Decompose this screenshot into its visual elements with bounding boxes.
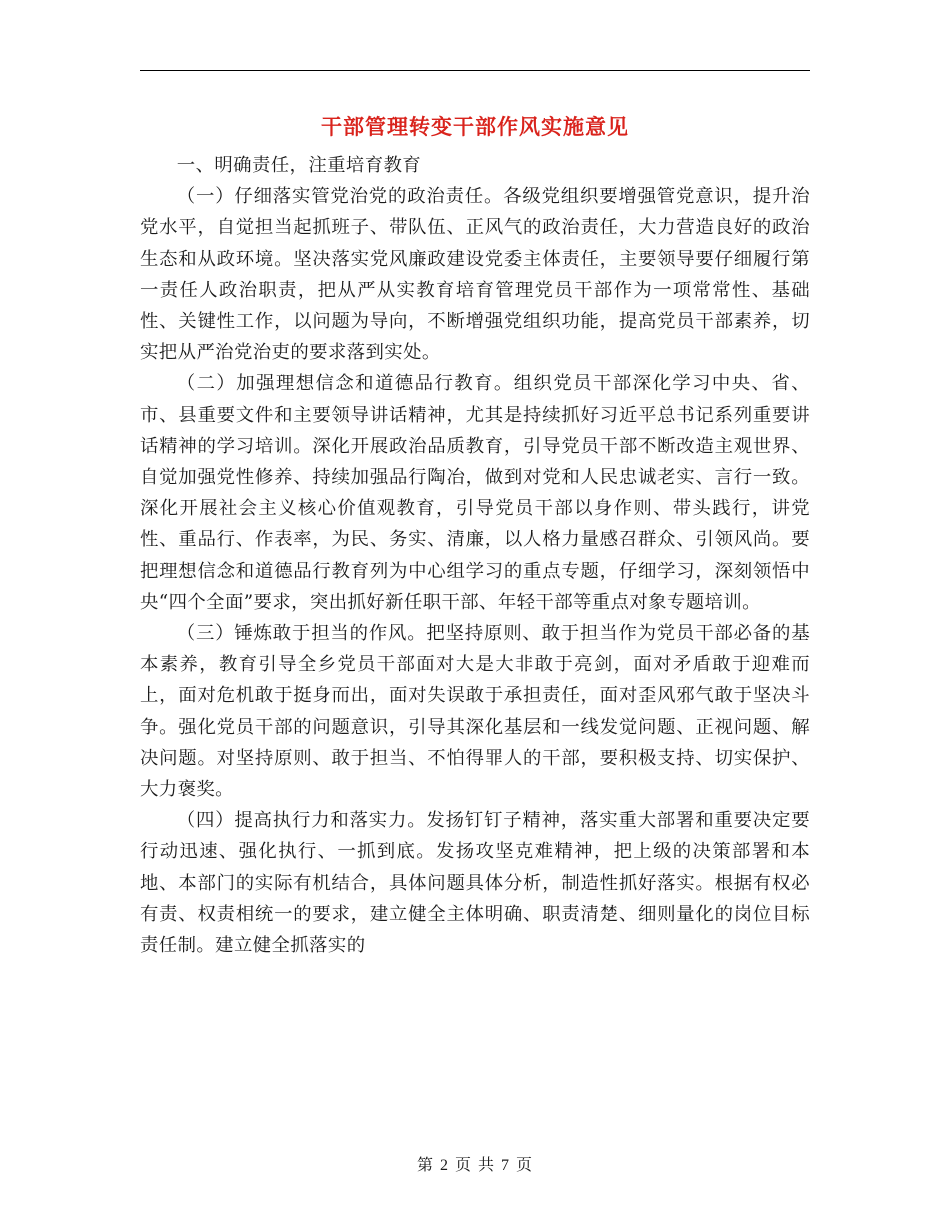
paragraph-3: （三）锤炼敢于担当的作风。把坚持原则、敢于担当作为党员干部必备的基本素养，教育引导全乡党员干部面对大是大非敢于亮剑，面对矛盾敢于迎难而上，面对危机敢于挺身而出，面对失误敢于承担责任，面对歪风邪气敢于坚决斗争。强化党员干部的问题意识，引导其深化基层和一线发觉问题、正视问题、解决问题。对坚持原则、敢于担当、不怕得罪人的干部，要积极支持、切实保护、大力褒奖。 [140,623,810,801]
paragraph-1: （一）仔细落实管党治党的政治责任。各级党组织要增强管党意识，提升治党水平，自觉担当起抓班子、带队伍、正风气的政治责任，大力营造良好的政治生态和从政环境。坚决落实党风廉政建设党委主体责任，主要领导要仔细履行第一责任人政治职责，把从严从实教育培育管理党员干部作为一项常常性、基础性、关键性工作，以问题为导向，不断增强党组织功能，提高党员干部素养，切实把从严治党治吏的要求落到实处。 [140,186,810,364]
footer-prefix: 第 [416,1155,434,1174]
section-heading: 一、明确责任，注重培育教育 [176,155,422,176]
document-title: 干部管理转变干部作风实施意见 [321,114,629,139]
page-footer [140,1152,810,1175]
paragraph-4: （四）提高执行力和落实力。发扬钉钉子精神，落实重大部署和重要决定要行动迅速、强化执行、一抓到底。发扬攻坚克难精神，把上级的决策部署和本地、本部门的实际有机结合，具体问题具体分析，制造性抓好落实。根据有权必有责、权责相统一的要求，建立健全主体明确、职责清楚、细则量化的岗位目标责任制。建立健全抓落实的 [140,810,810,957]
header-rule [140,70,810,71]
document-body [140,150,810,961]
paragraph-2: （二）加强理想信念和道德品行教育。组织党员干部深化学习中央、省、市、县重要文件和主要领导讲话精神，尤其是持续抓好习近平总书记系列重要讲话精神的学习培训。深化开展政治品质教育，引导党员干部不断改造主观世界、自觉加强党性修养、持续加强品行陶冶，做到对党和人民忠诚老实、言行一致。深化开展社会主义核心价值观教育，引导党员干部以身作则、带头践行，讲党性、重品行、作表率，为民、务实、清廉，以人格力量感召群众、引领风尚。要把理想信念和道德品行教育列为中心组学习的重点专题，仔细学习，深刻领悟中央“四个全面”要求，突出抓好新任职干部、年轻干部等重点对象专题培训。 [140,373,810,613]
footer-middle: 页 共 [454,1155,496,1174]
footer-suffix: 页 [516,1155,534,1174]
footer-total-pages: 7 [501,1157,511,1174]
footer-page-number: 2 [439,1157,449,1174]
